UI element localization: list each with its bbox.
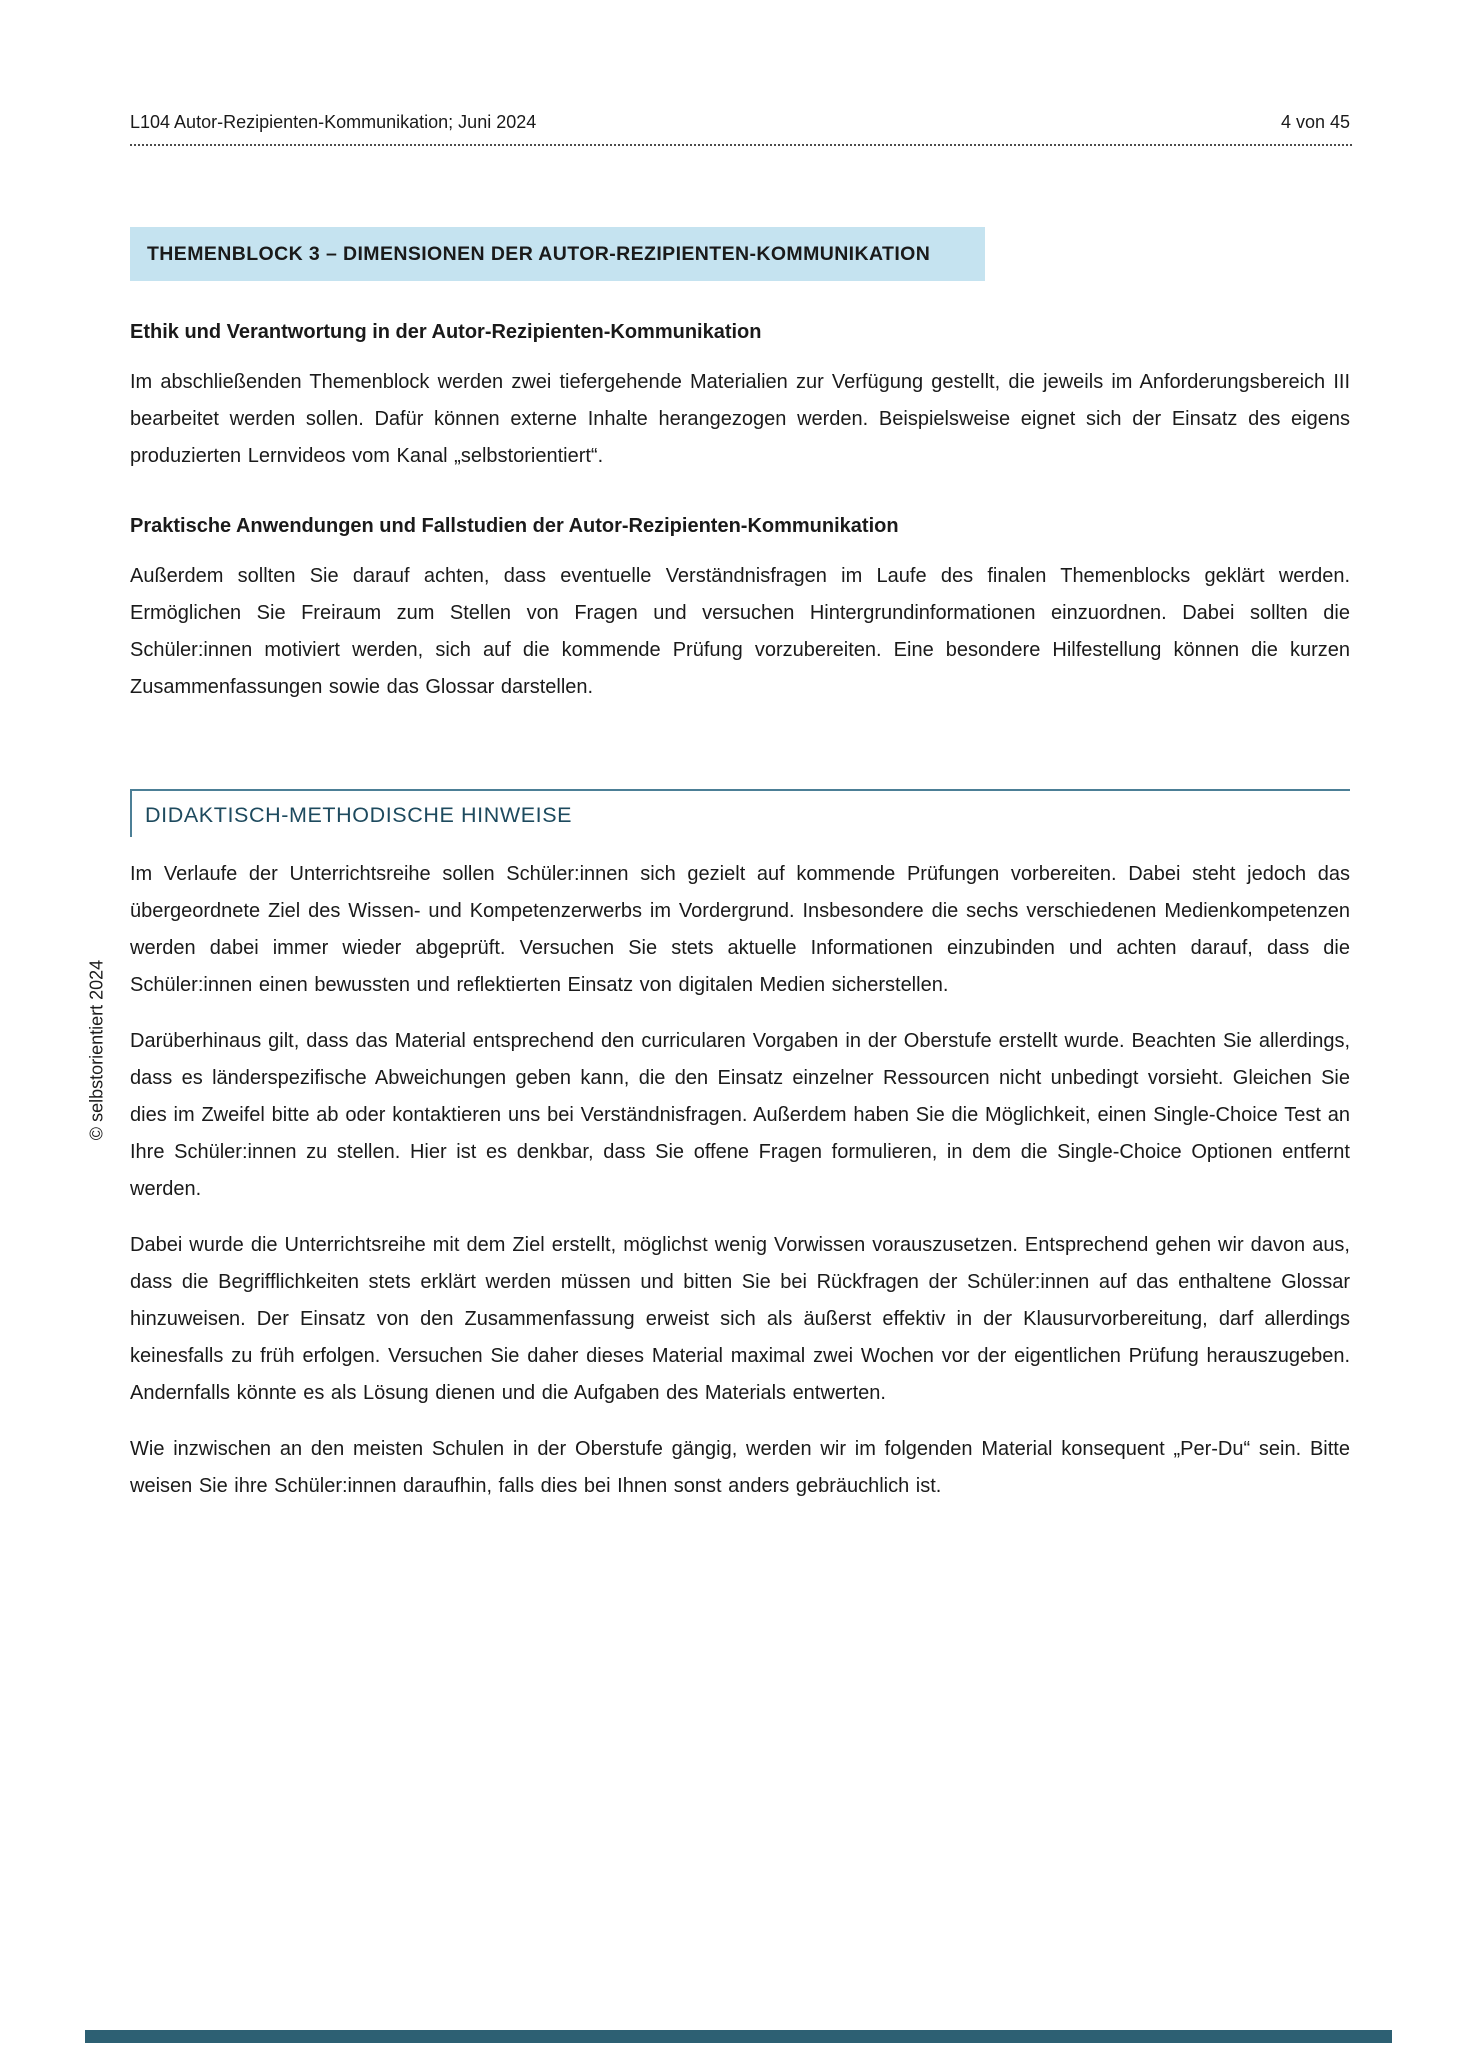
didaktik-paragraph-2: Darüberhinaus gilt, dass das Material entsprechend den curricularen Vorgaben in der Oberstufe erstellt wurde. Beachten Sie allerdings, dass es länderspezifische Abweichungen geben kann, die den Einsatz einzelner Ressourcen nicht unbedingt vorsieht. Gleichen Sie dies im Zweifel bitte ab oder kontaktieren uns bei Verständnisfragen. Außerdem haben Sie die Möglichkeit, einen Single-Choice Test an Ihre Schüler:innen zu stellen. Hier ist es denkbar, dass Sie offene Fragen formulieren, in dem die Single-Choice Optionen entfernt werden. [130,1030,1350,1201]
didaktik-paragraph-3: Dabei wurde die Unterrichtsreihe mit dem Ziel erstellt, möglichst wenig Vorwissen vorauszusetzen. Entsprechend gehen wir davon aus, dass die Begrifflichkeiten stets erklärt werden müssen und bitten Sie bei Rückfragen der Schüler:innen auf das enthaltene Glossar hinzuweisen. Der Einsatz von den Zusammenfassung erweist sich als äußerst effektiv in der Klausurvorbereitung, darf allerdings keinesfalls zu früh erfolgen. Versuchen Sie daher dieses Material maximal zwei Wochen vor der eigentlichen Prüfung herauszugeben. Andernfalls könnte es als Lösung dienen und die Aufgaben des Materials entwerten. [130,1234,1350,1405]
header-document-title: L104 Autor-Rezipienten-Kommunikation; Juni 2024 [130,112,537,132]
didaktik-paragraph-1: Im Verlaufe der Unterrichtsreihe sollen Schüler:innen sich gezielt auf kommende Prüfungen vorbereiten. Dabei steht jedoch das übergeordnete Ziel des Wissen- und Kompetenzerwerbs im Vordergrund. Insbesondere die sechs verschiedenen Medienkompetenzen werden dabei immer wieder abgeprüft. Versuchen Sie stets aktuelle Informationen einzubinden und achten darauf, dass die Schüler:innen einen bewussten und reflektierten Einsatz von digitalen Medien sicherstellen. [130,863,1350,997]
copyright-vertical-text: © selbstorientiert 2024 [86,959,107,1141]
page-content [130,227,1350,1505]
didaktik-paragraph-4: Wie inzwischen an den meisten Schulen in der Oberstufe gängig, werden wir im folgenden Material konsequent „Per-Du“ sein. Bitte weisen Sie ihre Schüler:innen daraufhin, falls dies bei Ihnen sonst anders gebräuchlich ist. [130,1438,1350,1498]
didaktik-section-header [130,789,1350,837]
subheading-ethik-und-verantwortung: Ethik und Verantwortung in der Autor-Rezipienten-Kommunikation [130,321,762,344]
paragraph-ethik: Im abschließenden Themenblock werden zwei tiefergehende Materialien zur Verfügung gestellt, die jeweils im Anforderungsbereich III bearbeitet werden sollen. Dafür können externe Inhalte herangezogen werden. Beispielsweise eignet sich der Einsatz des eigens produzierten Lernvideos vom Kanal „selbstorientiert“. [130,371,1350,468]
page-header [130,112,1350,133]
subheading-praktische-anwendungen: Praktische Anwendungen und Fallstudien der Autor-Rezipienten-Kommunikation [130,515,899,538]
didaktik-heading: DIDAKTISCH-METHODISCHE HINWEISE [130,791,1350,837]
themenblock-title-banner: THEMENBLOCK 3 – DIMENSIONEN DER AUTOR-REZIPIENTEN-KOMMUNIKATION [130,227,985,281]
header-page-number: 4 von 45 [1280,112,1350,132]
header-divider-dotted-line [130,144,1352,146]
footer-accent-bar [85,2030,1392,2043]
paragraph-praktisch: Außerdem sollten Sie darauf achten, dass eventuelle Verständnisfragen im Laufe des finalen Themenblocks geklärt werden. Ermöglichen Sie Freiraum zum Stellen von Fragen und versuchen Hintergrundinformationen einzuordnen. Dabei sollten die Schüler:innen motiviert werden, sich auf die kommende Prüfung vorzubereiten. Eine besondere Hilfestellung können die kurzen Zusammenfassungen sowie das Glossar darstellen. [130,565,1350,699]
